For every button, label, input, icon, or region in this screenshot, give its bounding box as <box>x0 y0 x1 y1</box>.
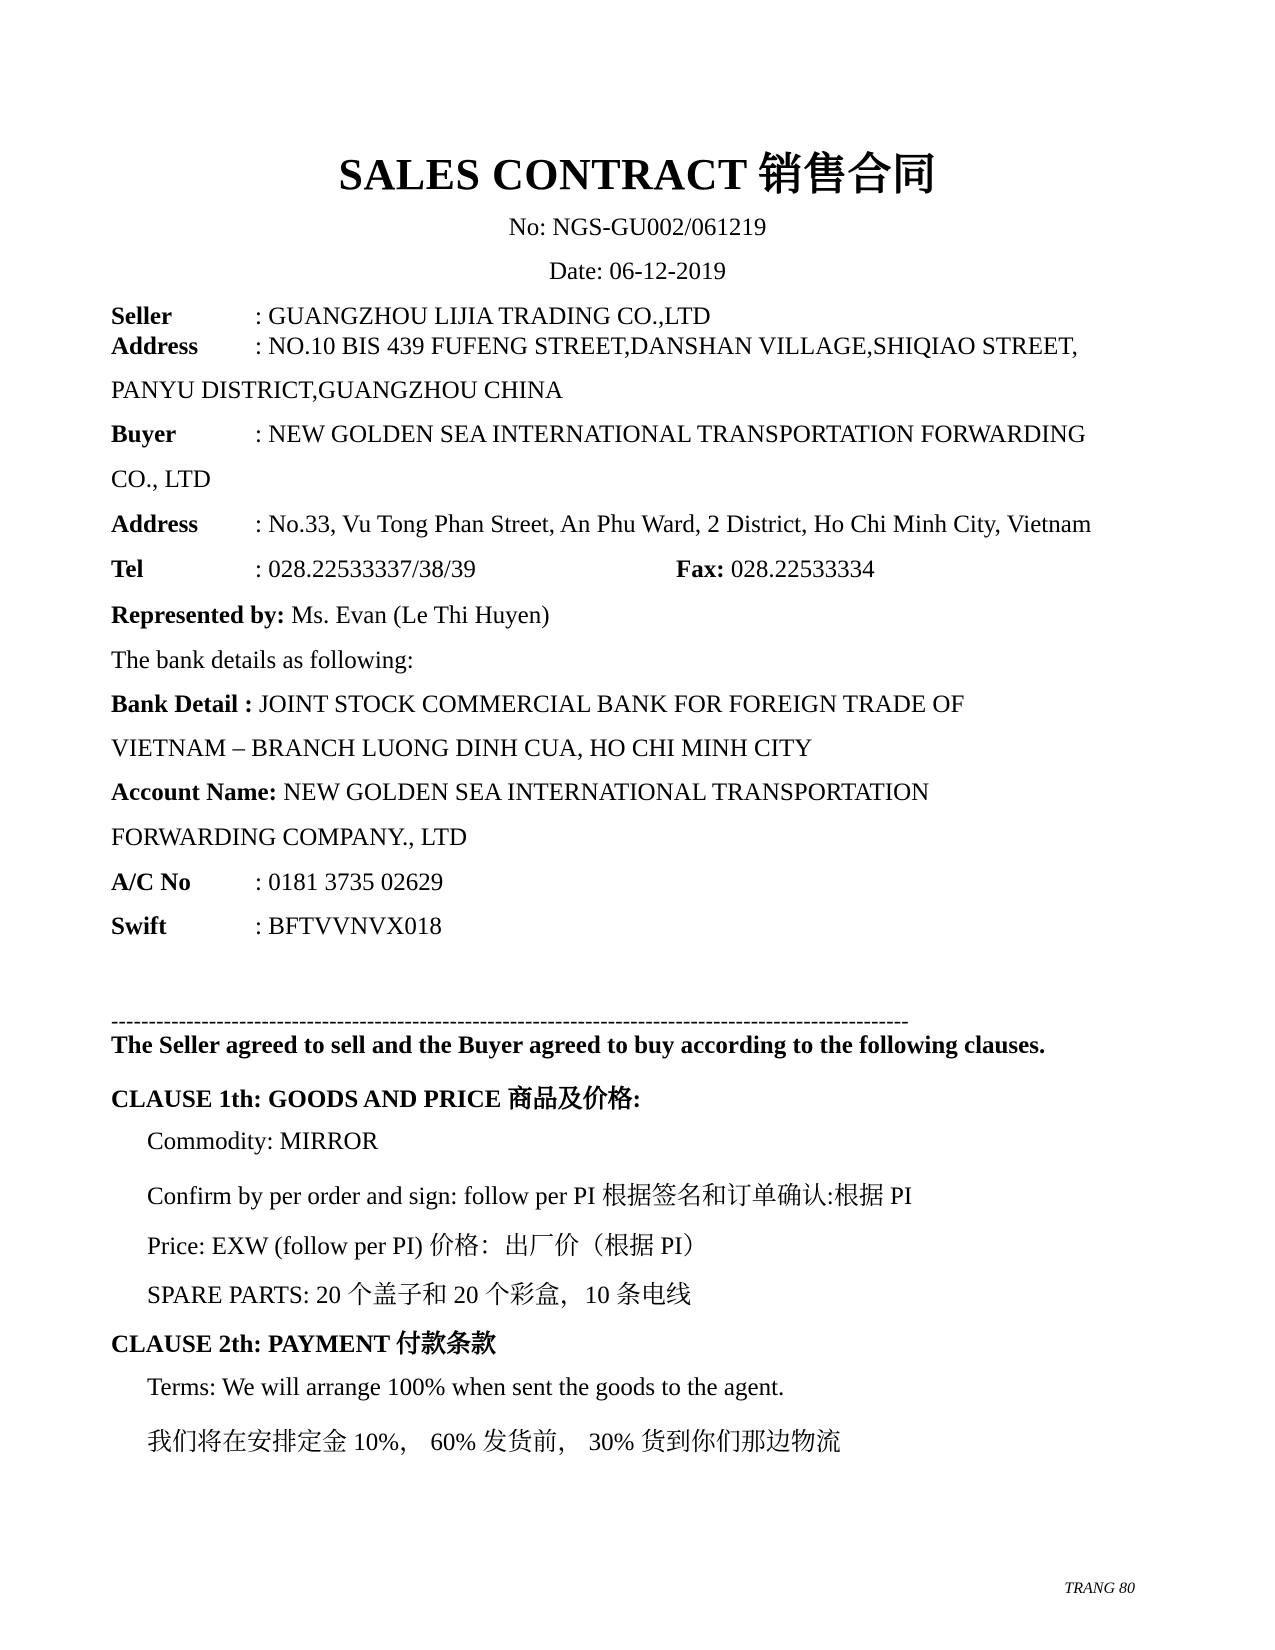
ac-no-value: : 0181 3735 02629 <box>255 869 444 896</box>
account-name-line2: FORWARDING COMPANY., LTD <box>111 824 468 851</box>
ac-no-label: A/C No <box>111 869 191 896</box>
seller-value: : GUANGZHOU LIJIA TRADING CO.,LTD <box>255 303 711 330</box>
seller-address-line2: PANYU DISTRICT,GUANGZHOU CHINA <box>111 377 564 404</box>
tel-label: Tel <box>111 556 144 583</box>
clause1-heading: CLAUSE 1th: GOODS AND PRICE 商品及价格: <box>111 1086 641 1113</box>
account-name-value: NEW GOLDEN SEA INTERNATIONAL TRANSPORTATION <box>276 779 930 806</box>
contract-number: No: NGS-GU002/061219 <box>508 214 767 241</box>
swift-value: : BFTVVNVX018 <box>255 913 442 940</box>
buyer-address: : No.33, Vu Tong Phan Street, An Phu Ward, 2 District, Ho Chi Minh City, Vietnam <box>255 511 1092 538</box>
agreement-statement: The Seller agreed to sell and the Buyer agreed to buy according to the following clauses. <box>111 1032 1046 1059</box>
bank-detail-line2: VIETNAM – BRANCH LUONG DINH CUA, HO CHI MINH CITY <box>111 735 813 762</box>
clause1-price: Price: EXW (follow per PI) 价格：出厂价（根据 PI） <box>147 1233 708 1260</box>
clause1-confirm: Confirm by per order and sign: follow per PI 根据签名和订单确认:根据 PI <box>147 1183 913 1210</box>
clause2-heading: CLAUSE 2th: PAYMENT 付款条款 <box>111 1331 496 1358</box>
account-name-label: Account Name: <box>111 779 277 806</box>
clause2-terms: Terms: We will arrange 100% when sent the goods to the agent. <box>147 1374 785 1401</box>
represented-value: Ms. Evan (Le Thi Huyen) <box>284 602 550 629</box>
seller-address-label: Address <box>111 333 199 360</box>
fax-line <box>676 556 875 584</box>
clause1-spare-parts: SPARE PARTS: 20 个盖子和 20 个彩盒，10 条电线 <box>147 1282 691 1309</box>
bank-detail-label: Bank Detail : <box>111 691 253 718</box>
buyer-value-line1: : NEW GOLDEN SEA INTERNATIONAL TRANSPORTATION FORWARDING <box>255 421 1086 448</box>
seller-address-line1: : NO.10 BIS 439 FUFENG STREET,DANSHAN VILLAGE,SHIQIAO STREET, <box>255 333 1078 360</box>
separator-line: ---------------------------------------------------------------------------------------------------------- <box>111 1008 909 1033</box>
swift-label: Swift <box>111 913 167 940</box>
seller-label: Seller <box>111 303 173 330</box>
fax-value: 028.22533334 <box>724 556 875 583</box>
bank-intro: The bank details as following: <box>111 647 414 674</box>
represented-label: Represented by: <box>111 602 285 629</box>
represented-line <box>111 602 550 630</box>
bank-detail-value: JOINT STOCK COMMERCIAL BANK FOR FOREIGN TRADE OF <box>252 691 965 718</box>
clause1-commodity: Commodity: MIRROR <box>147 1128 379 1155</box>
contract-date: Date: 06-12-2019 <box>548 258 727 285</box>
bank-detail-line <box>111 691 964 719</box>
account-name-line <box>111 779 929 807</box>
buyer-label: Buyer <box>111 421 177 448</box>
fax-label: Fax: <box>676 556 725 583</box>
clause2-terms-chinese: 我们将在安排定金 10%， 60% 发货前， 30% 货到你们那边物流 <box>147 1429 841 1456</box>
document-title: SALES CONTRACT 销售合同 <box>338 150 937 199</box>
buyer-value-line2: CO., LTD <box>111 466 211 493</box>
page-footer: TRANG 80 <box>1064 1580 1135 1597</box>
buyer-address-label: Address <box>111 511 199 538</box>
tel-value: : 028.22533337/38/39 <box>255 556 476 583</box>
